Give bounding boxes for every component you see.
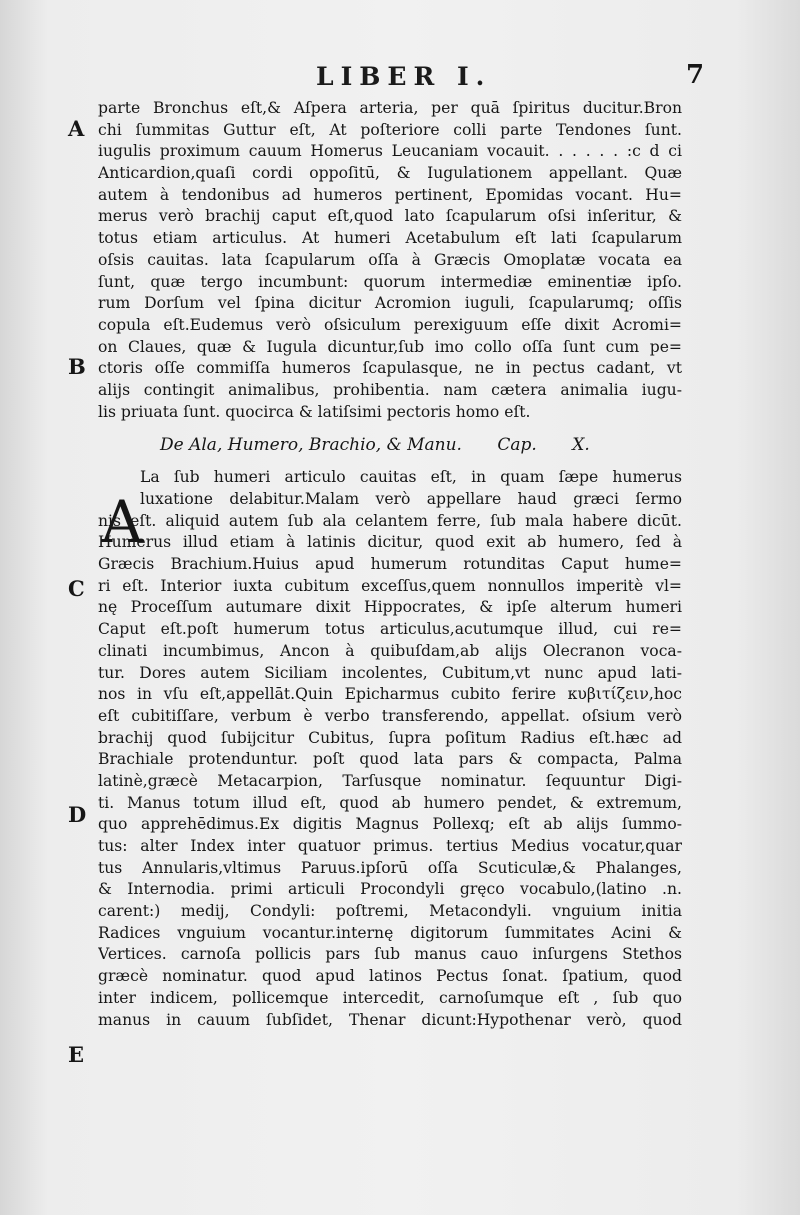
text-line: totus etiam articulus. At humeri Acetabulum eſt lati ſcapularum <box>98 229 682 248</box>
text-line: lis priuata ſunt. quocirca & latiſsimi pectoris homo eſt. <box>98 402 531 421</box>
text-line: oſsis cauitas. lata ſcapularum oſſa à Græcis Omoplatæ vocata ea <box>98 250 682 269</box>
text-line: alijs contingit animalibus, prohibentia. nam cætera animalia iugu- <box>98 380 682 399</box>
text-line: nę Proceſſum autumare dixit Hippocrates, & ipſe alterum humeri <box>98 598 682 617</box>
text-line: latinè,græcè Metacarpion, Tarſusque nominatur. ſequuntur Digi- <box>98 771 682 790</box>
running-title: LIBER I. <box>316 62 492 91</box>
margin-letter-a: A <box>68 116 85 141</box>
margin-letter-e: E <box>68 1042 85 1067</box>
text-line: carent:) medij, Condyli: poſtremi, Metacondyli. vnguium initia <box>98 902 682 921</box>
text-line: parte Bronchus eſt,& Aſpera arteria, per quā ſpiritus ducitur.Bron <box>98 99 682 117</box>
text-line: ti. Manus totum illud eſt, quod ab humero pendet, & extremum, <box>98 793 682 812</box>
text-line: tur. Dores autem Siciliam incolentes, Cubitum,vt nunc apud lati- <box>98 663 682 682</box>
text-line: Vertices. carnoſa pollicis pars ſub manus cauo inſurgens Stethos <box>98 945 682 964</box>
text-line: Brachiale protenduntur. poſt quod lata pars & compacta, Palma <box>98 750 682 769</box>
text-line: Radices vnguium vocantur.internę digitorum ſummitates Acini & <box>98 923 682 942</box>
margin-letter-c: C <box>68 576 85 601</box>
text-line: ri eſt. Interior iuxta cubitum exceſſus,quem nonnullos imperitè vl= <box>98 576 682 595</box>
section-two <box>98 467 682 1031</box>
page-number: 7 <box>686 60 705 90</box>
section-one <box>98 98 682 423</box>
text-line: La ſub humeri articulo cauitas eſt, in quam ſæpe humerus <box>140 468 682 487</box>
chapter-number: X. <box>572 435 590 456</box>
text-line: merus verò brachij caput eſt,quod lato ſcapularum oſsi inſeritur, & <box>98 207 682 226</box>
margin-letter-d: D <box>68 802 87 827</box>
text-line: clinati incumbimus, Ancon à quibuſdam,ab alijs Olecranon voca- <box>98 641 682 660</box>
text-line: chi ſummitas Guttur eſt, At poſteriore colli parte Tendones ſunt. <box>98 120 682 139</box>
text-line: manus in cauum ſubſidet, Thenar dicunt:Hypothenar verò, quod <box>98 1010 682 1029</box>
page-header <box>0 62 800 102</box>
text-line: rum Dorſum vel ſpina dicitur Acromion iuguli, ſcapularumq; oſſis <box>98 294 682 313</box>
text-line: ſunt, quæ tergo incumbunt: quorum intermediæ eminentiæ ipſo. <box>98 272 682 291</box>
text-line: tus Annularis,vltimus Paruus.ipſorū oſſa Scuticulæ,& Phalanges, <box>98 858 682 877</box>
text-line: copula eſt.Eudemus verò oſsiculum perexiguum eſſe dixit Acromi= <box>98 315 682 334</box>
text-line: quo apprehēdimus.Ex digitis Magnus Pollexq; eſt ab alijs ſummo- <box>98 815 682 834</box>
text-line: & Internodia. primi articuli Procondyli gręco vocabulo,(latino .n. <box>98 880 682 899</box>
drop-cap: A <box>101 488 143 556</box>
text-line: nos in vſu eſt,appellāt.Quin Epicharmus cubito ferire κυβιτίζειν,hoc <box>98 685 682 704</box>
text-line: ctoris oſſe commiſſa humeros ſcapulasque, ne in pectus cadant, vt <box>98 359 682 378</box>
text-line: inter indicem, pollicemque intercedit, carnoſumque eſt , ſub quo <box>98 988 682 1007</box>
text-line: nis eſt. aliquid autem ſub ala celantem ferre, ſub mala habere dicūt. <box>98 511 682 530</box>
text-line: græcè nominatur. quod apud latinos Pectus ſonat. ſpatium, quod <box>98 967 682 986</box>
text-line: autem à tendonibus ad humeros pertinent, Epomidas vocant. Hu= <box>98 185 682 204</box>
text-line: tus: alter Index inter quatuor primus. tertius Medius vocatur,quar <box>98 837 682 855</box>
text-line: brachij quod ſubijcitur Cubitus, ſupra poſitum Radius eſt.hæc ad <box>98 728 682 747</box>
text-line: on Claues, quæ & Iugula dicuntur,ſub imo collo oſſa ſunt cum pe= <box>98 337 682 356</box>
chapter-heading <box>98 423 682 467</box>
chapter-title: De Ala, Humero, Brachio, & Manu. <box>160 435 462 456</box>
chapter-cap-label: Cap. <box>497 435 537 456</box>
text-line: eſt cubitiſſare, verbum è verbo transferendo, appellat. oſsium verò <box>98 706 682 725</box>
margin-letter-b: B <box>68 354 86 379</box>
text-line: Anticardion,quaſi cordi oppoſitū, & Iugulationem appellant. Quæ <box>98 164 682 183</box>
text-line: Caput eſt.poſt humerum totus articulus,acutumque illud, cui re= <box>98 620 682 639</box>
text-line: iugulis proximum cauum Homerus Leucaniam vocauit. . . . . . :c d ci <box>98 142 682 161</box>
text-line: Græcis Brachium.Huius apud humerum rotunditas Caput hume= <box>98 555 682 574</box>
text-line: Humerus illud etiam à latinis dicitur, quod exit ab humero, ſed à <box>98 533 682 552</box>
text-line: luxatione delabitur.Malam verò appellare haud græci ſermo <box>140 490 682 508</box>
body-text <box>98 98 682 1031</box>
